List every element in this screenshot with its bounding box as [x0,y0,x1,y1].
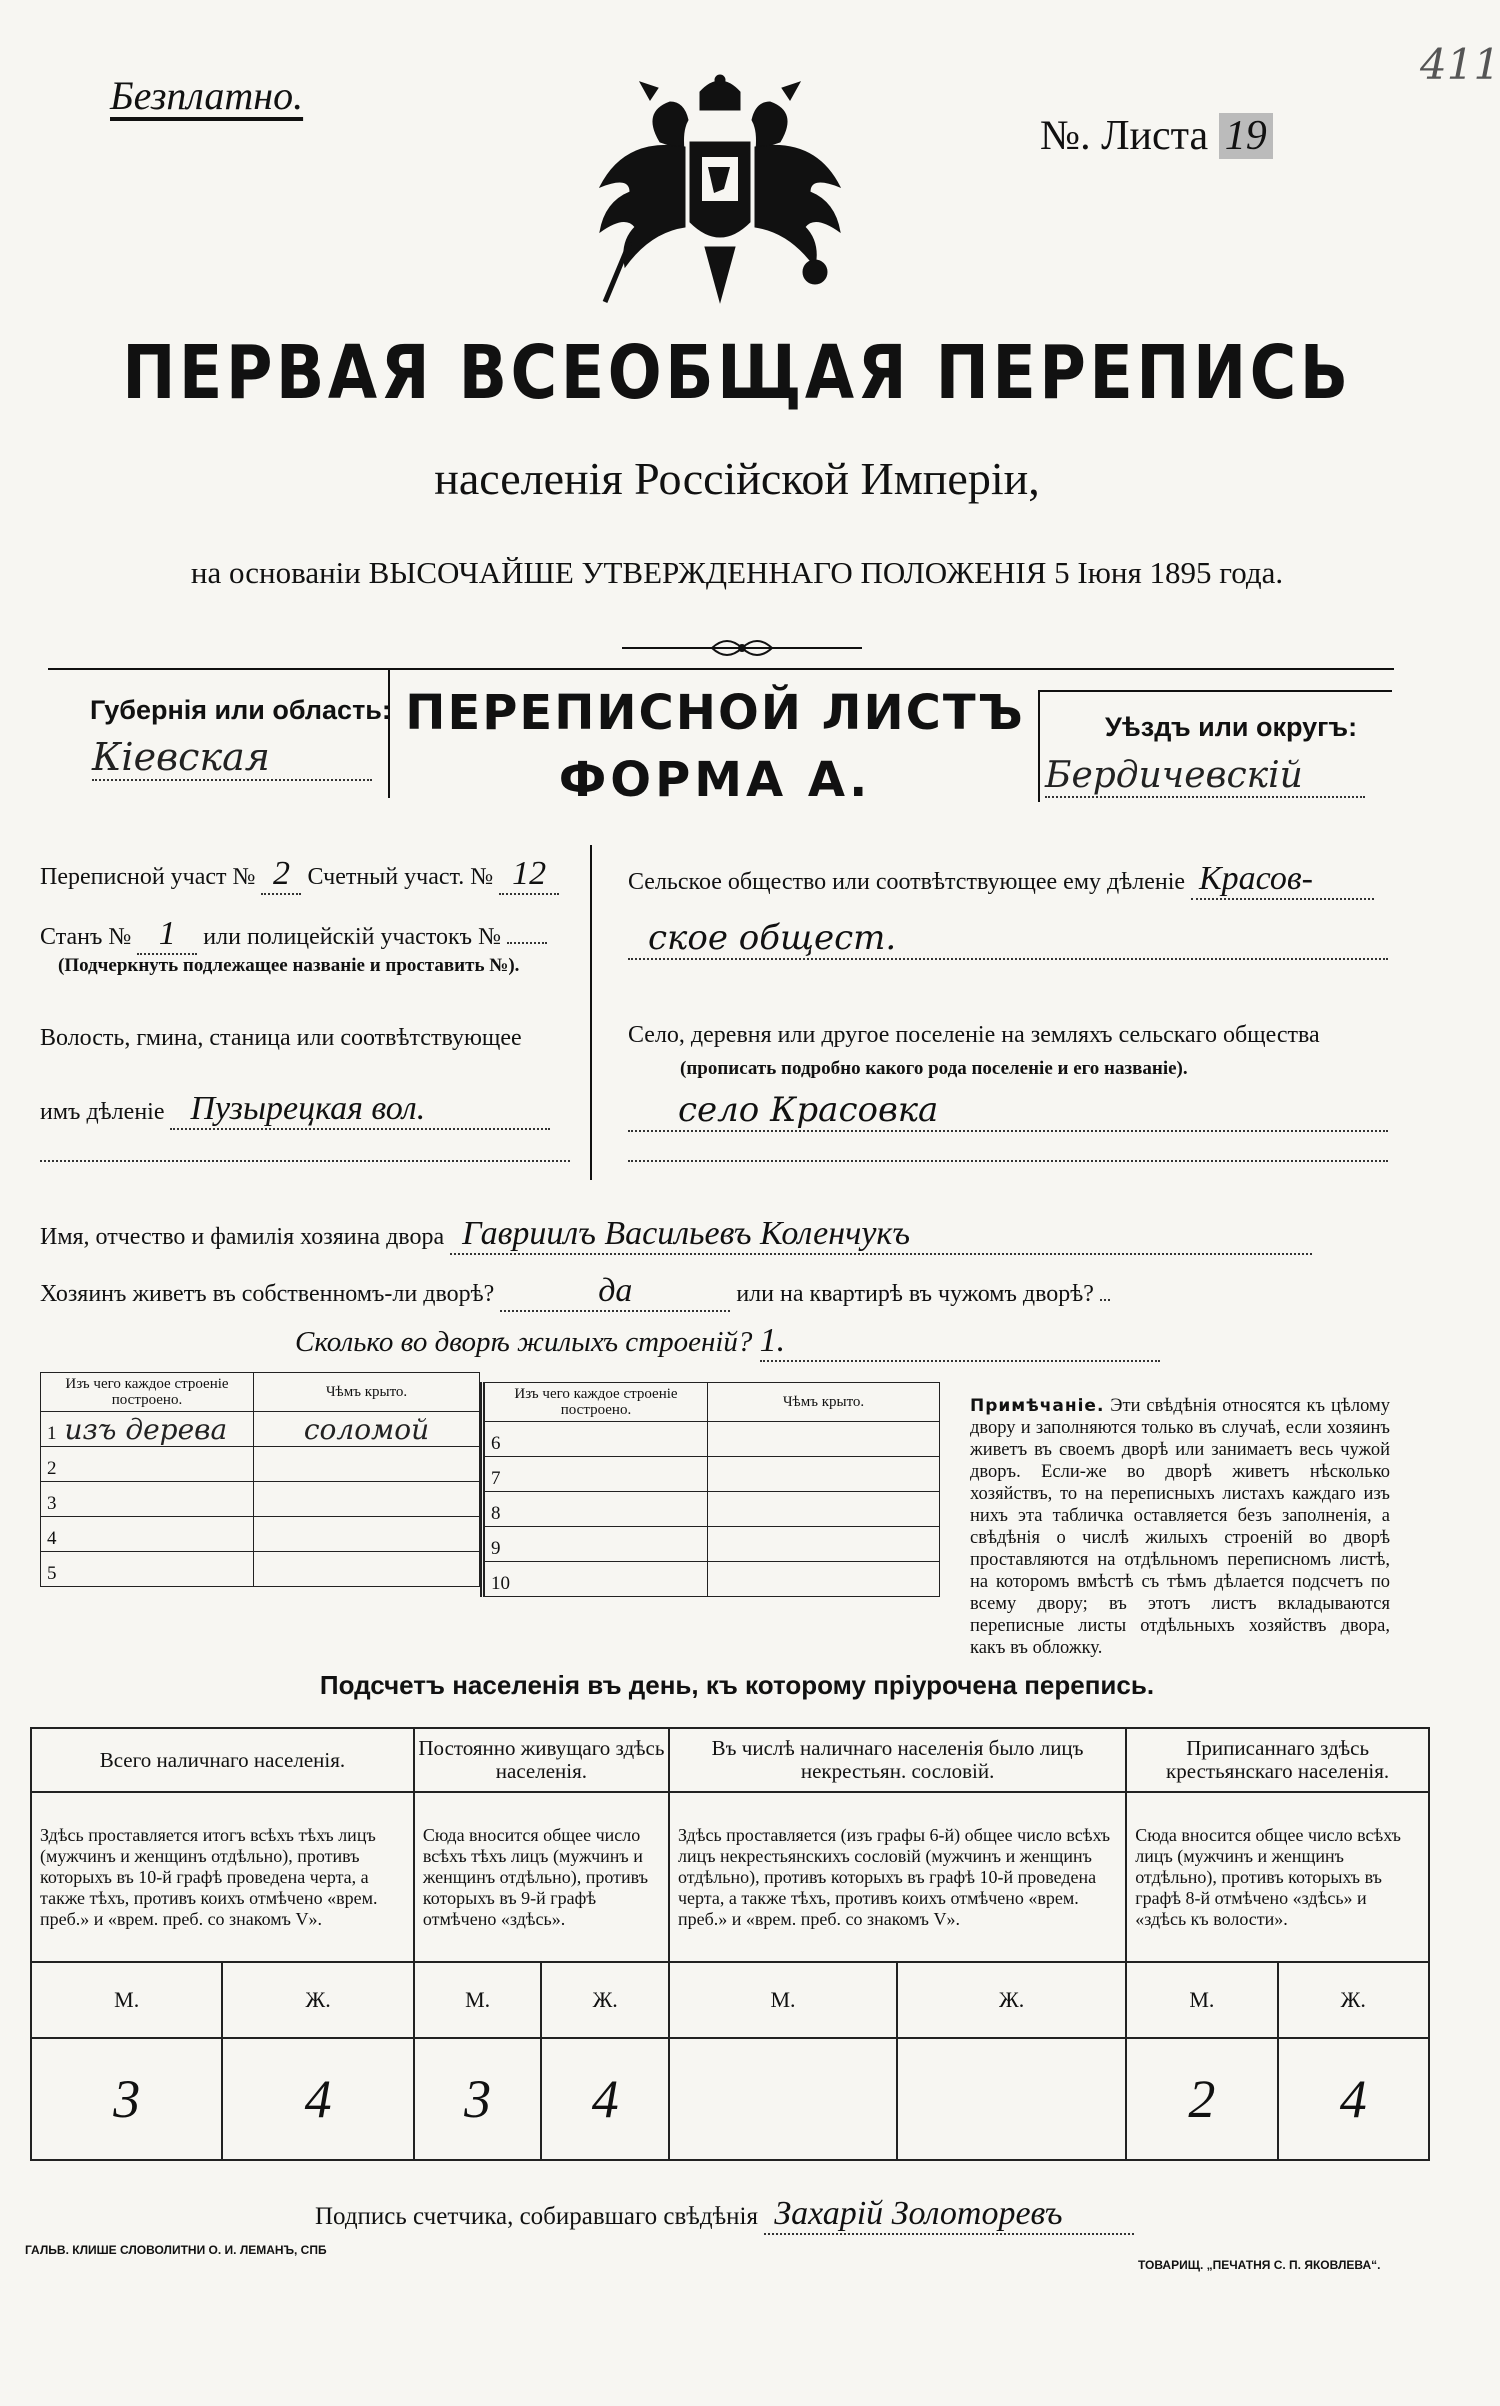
buildings-row [41,1517,480,1552]
building-material-value: изъ дерева [64,1412,228,1446]
census-section-field [40,855,559,895]
building-material-cell [41,1412,254,1447]
police-value [507,942,547,944]
buildings-row [41,1447,480,1482]
group-desc: Сюда вносится общее число всѣхъ лицъ (мужчинъ и женщинъ отдѣльно), противъ которыхъ въ графѣ 8-й отмѣчено «здѣсь» и «здѣсь къ волости». [1126,1792,1429,1962]
building-number: 4 [47,1527,57,1549]
building-material-cell [483,1527,708,1562]
rented-value [1100,1299,1110,1301]
col-roof-header: Чѣмъ крыто. [708,1383,940,1422]
buildings-label: Сколько во дворѣ жилыхъ строеній? [295,1326,753,1358]
building-number: 10 [491,1572,510,1594]
female-header: Ж. [222,1962,413,2038]
sheet-number-value: 19 [1219,113,1273,159]
building-number: 3 [47,1492,57,1514]
building-number: 8 [491,1502,501,1524]
own-yard-field [40,1272,1110,1312]
signature-label: Подпись счетчика, собиравшаго свѣдѣнія [315,2203,758,2230]
owner-label: Имя, отчество и фамилія хозяина двора [40,1224,445,1250]
building-material-cell [483,1492,708,1527]
society-value: Красов- [1191,860,1374,900]
building-roof-value [708,1457,940,1492]
building-roof-value [708,1562,940,1597]
society-field [628,860,1374,900]
female-count [897,2038,1126,2160]
building-roof-value [254,1517,480,1552]
buildings-row [483,1562,940,1597]
buildings-row [483,1422,940,1457]
sheet-number-label: №. Листа [1040,113,1209,159]
male-header: М. [669,1962,897,2038]
legal-basis: на основаніи ВЫСОЧАЙШЕ УТВЕРЖДЕННАГО ПОЛОЖЕНІЯ 5 Іюня 1895 года. [190,555,1284,590]
volost-value: Пузырецкая вол. [170,1090,550,1130]
buildings-row [483,1492,940,1527]
building-material-value [57,1448,65,1481]
free-label: Безплатно. [110,73,304,118]
building-roof-value: соломой [254,1412,480,1447]
building-material-value [57,1518,65,1551]
double-headed-eagle-icon [590,72,850,322]
society-label: Сельское общество или соотвѣтствующее ему дѣленіе [628,869,1186,895]
building-roof-value [708,1527,940,1562]
building-material-value [501,1493,509,1526]
male-count: 3 [414,2038,542,2160]
group-title: Въ числѣ наличнаго населенія было лицъ некрестьян. сословій. [669,1728,1126,1792]
owner-field [40,1215,1312,1255]
group-title: Всего наличнаго населенія. [31,1728,414,1792]
census-section-label: Переписной участ № [40,864,256,890]
building-material-cell [41,1482,254,1517]
building-material-value [501,1423,509,1456]
group-desc: Здѣсь проставляется итогъ всѣхъ тѣхъ лицъ (мужчинъ и женщинъ отдѣльно), противъ которыхъ въ 10-й графѣ проведена черта, а также тѣхъ, противъ коихъ отмѣчено «врем. преб.» и «врем. преб. со знакомъ V». [31,1792,414,1962]
col-material-header: Изъ чего каждое строеніе построено. [41,1373,254,1412]
underline-note: (Подчеркнуть подлежащее названіе и проставить №). [58,955,520,976]
signature-value: Захарій Золоторевъ [764,2195,1134,2235]
building-material-value [57,1553,65,1586]
building-material-value [57,1483,65,1516]
male-count: 3 [31,2038,222,2160]
population-heading: Подсчетъ населенія въ день, къ которому пріурочена перепись. [319,1670,1155,1700]
building-roof-value [708,1422,940,1457]
buildings-field [295,1322,1160,1362]
margin-mark: 411 [1420,40,1500,89]
note-block [970,1395,1390,1659]
building-material-value [501,1528,509,1561]
sheet-number-field [1040,112,1273,160]
buildings-row [483,1457,940,1492]
female-header: Ж. [1278,1962,1429,2038]
female-count: 4 [222,2038,413,2160]
gubernia-value: Кіевская [92,735,372,781]
building-material-value [510,1563,518,1596]
village-note: (прописать подробно какого рода поселеніе и его названіе). [680,1058,1188,1079]
building-number: 6 [491,1432,501,1454]
building-roof-value [254,1447,480,1482]
building-material-cell [483,1562,708,1597]
volost-label: Волость, гмина, станица или соотвѣтствующее [40,1025,522,1051]
society-value-2: ское общест. [628,918,1388,960]
stan-field [40,915,547,955]
buildings-row [483,1527,940,1562]
building-material-value [501,1458,509,1491]
uezd-label: Уѣздъ или округъ: [1105,712,1358,742]
male-count [669,2038,897,2160]
group-title: Постоянно живущаго здѣсь населенія. [414,1728,669,1792]
building-material-cell [41,1552,254,1587]
building-roof-value [254,1482,480,1517]
male-count: 2 [1126,2038,1277,2160]
volost-label-2: имъ дѣленіе [40,1099,165,1125]
own-yard-label: Хозяинъ живетъ въ собственномъ-ли дворѣ? [40,1281,495,1307]
signature-field [315,2195,1134,2235]
female-count: 4 [541,2038,669,2160]
counter-section-value: 12 [499,855,559,895]
owner-value: Гавриилъ Васильевъ Коленчукъ [450,1215,1312,1255]
buildings-table-left [40,1372,480,1587]
printer-right: ТОВАРИЩ. „ПЕЧАТНЯ С. П. ЯКОВЛЕВА“. [1138,2258,1381,2272]
col-roof-header: Чѣмъ крыто. [254,1373,480,1412]
volost-blank-line [40,1160,570,1162]
buildings-value: 1. [760,1322,1160,1362]
male-header: М. [31,1962,222,2038]
buildings-row [41,1412,480,1447]
counter-section-label: Счетный участ. № [307,864,494,890]
buildings-table-right [480,1382,940,1597]
note-heading: Примѣчаніе. [970,1396,1105,1416]
building-material-cell [483,1457,708,1492]
male-header: М. [414,1962,542,2038]
building-number: 9 [491,1537,501,1559]
population-table [30,1727,1430,2161]
building-number: 5 [47,1562,57,1584]
building-material-cell [41,1517,254,1552]
note-text: Эти свѣдѣнія относятся къ цѣлому двору и заполняются только въ случаѣ, если хозяинъ живетъ въ своемъ дворѣ или занимаетъ весь чужой дворъ. Если-же во дворѣ живетъ нѣсколько хозяйствъ, то на переписныхъ листахъ каждаго изъ нихъ эта табличка оставляется безъ заполненія, а свѣдѣнія о числѣ жилыхъ строеній во дворѣ проставляются на отдѣльномъ переписномъ листѣ, на которомъ вмѣстѣ съ тѣмъ дѣлается подсчетъ по всему двору; въ этотъ листъ вкладываются переписные листы отдѣльныхъ хозяйствъ двора, какъ въ обложку. [970,1396,1390,1658]
building-number: 2 [47,1457,57,1479]
census-section-value: 2 [261,855,301,895]
building-roof-value [254,1552,480,1587]
form-title: ПЕРЕПИСНОЙ ЛИСТЪ [405,685,1025,741]
buildings-row [41,1552,480,1587]
page-title: ПЕРВАЯ ВСЕОБЩАЯ ПЕРЕПИСЬ [122,330,1352,416]
building-roof-value [708,1492,940,1527]
female-header: Ж. [541,1962,669,2038]
col-material-header: Изъ чего каждое строеніе построено. [483,1383,708,1422]
building-number: 7 [491,1467,501,1489]
village-label: Село, деревня или другое поселеніе на земляхъ сельскаго общества [628,1022,1320,1048]
male-header: М. [1126,1962,1277,2038]
printer-left: ГАЛЬВ. КЛИШЕ СЛОВОЛИТНИ О. И. ЛЕМАНЪ, СПБ [25,2243,327,2257]
gubernia-label: Губернія или область: [90,695,391,725]
stan-value: 1 [137,915,197,955]
village-blank-line [628,1160,1388,1162]
female-count: 4 [1278,2038,1429,2160]
buildings-row [41,1482,480,1517]
volost-field [40,1090,550,1130]
building-material-cell [41,1447,254,1482]
uezd-value: Бердичевскій [1045,755,1365,798]
rented-label: или на квартирѣ въ чужомъ дворѣ? [736,1281,1094,1307]
group-desc: Сюда вносится общее число всѣхъ тѣхъ лицъ (мужчинъ и женщинъ отдѣльно), противъ которыхъ въ 9-й графѣ отмѣчено «здѣсь». [414,1792,669,1962]
building-material-cell [483,1422,708,1457]
village-value: село Красовка [628,1090,1388,1132]
stan-label: Станъ № [40,924,132,950]
building-number: 1 [47,1422,57,1444]
column-divider [590,845,592,1180]
own-yard-value: да [500,1272,730,1312]
female-header: Ж. [897,1962,1126,2038]
ornament-divider [612,633,872,663]
police-label: или полицейскій участокъ № [203,924,501,950]
group-title: Приписаннаго здѣсь крестьянскаго населенія. [1126,1728,1429,1792]
page-subtitle: населенія Россійской Имперіи, [434,453,1040,504]
form-subtitle: ФОРМА А. [558,752,872,808]
group-desc: Здѣсь проставляется (изъ графы 6-й) общее число всѣхъ лицъ некрестьянскихъ сословій (мужчинъ и женщинъ отдѣльно), противъ которыхъ въ графѣ 10-й проведена черта, а также тѣхъ, противъ коихъ отмѣчено «врем. преб.» и «врем. преб. со знакомъ V». [669,1792,1126,1962]
